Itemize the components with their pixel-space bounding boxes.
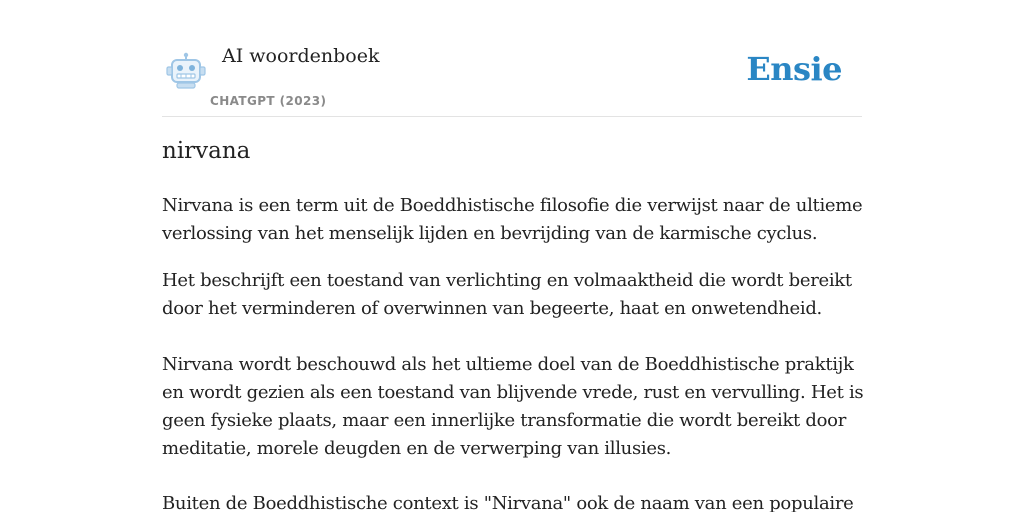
entry-term: nirvana: [162, 138, 251, 164]
source-title[interactable]: AI woordenboek: [222, 45, 380, 67]
robot-icon: [166, 52, 206, 90]
definition-paragraph-3: Nirvana wordt beschouwd als het ultieme doel van de Boeddhistische praktijk en wordt gezien als een toestand van blijvende vrede, rust en vervulling. Het is geen fysieke plaats, maar een innerlijke transformatie die wordt bereikt door meditatie, morele deugden en de verwerping van illusies.: [162, 354, 864, 459]
definition-paragraph-2: Het beschrijft een toestand van verlichting en volmaaktheid die wordt bereikt door het verminderen of overwinnen van begeerte, haat en onwetendheid.: [162, 270, 852, 319]
source-subtitle: CHATGPT (2023): [210, 94, 327, 108]
definition-card: [162, 0, 864, 512]
definition-paragraph-1: Nirvana is een term uit de Boeddhistische filosofie die verwijst naar de ultieme verlossing van het menselijk lijden en bevrijding van de karmische cyclus.: [162, 195, 863, 244]
definition-paragraph-4: Buiten de Boeddhistische context is "Nirvana" ook de naam van een populaire: [162, 493, 854, 512]
source-header: [162, 0, 862, 117]
ensie-logo-link[interactable]: Ensie: [746, 50, 842, 88]
